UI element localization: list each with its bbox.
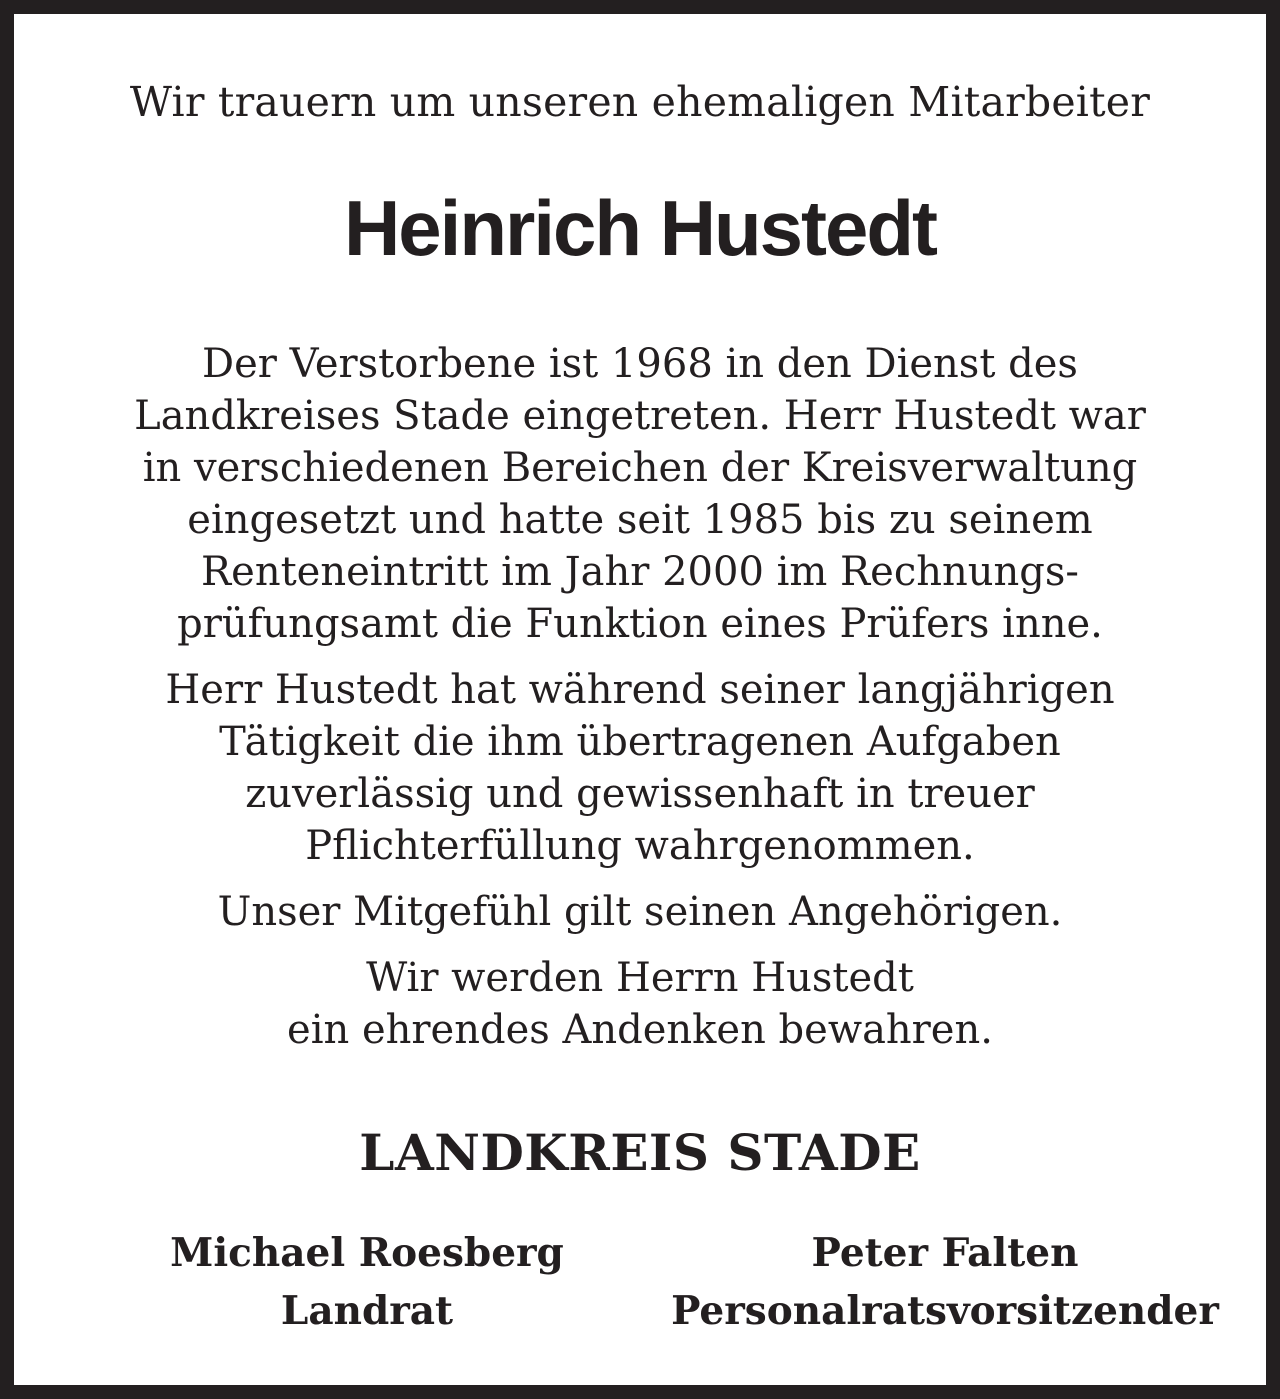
signer-landrat <box>170 1224 564 1340</box>
signer-name: Michael Roesberg <box>170 1230 564 1276</box>
text-line: Landkreises Stade eingetreten. Herr Hustedt war <box>134 393 1146 439</box>
signature-block <box>14 1224 1266 1344</box>
paragraph-tribute <box>14 664 1266 872</box>
text-line: Herr Hustedt hat während seiner langjährigen <box>165 667 1115 713</box>
text-line: zuverlässig und gewissenhaft in treuer <box>245 771 1035 817</box>
intro-line: Wir trauern um unseren ehemaligen Mitarbeiter <box>129 78 1151 126</box>
text-line: prüfungsamt die Funktion eines Prüfers inne. <box>177 601 1103 647</box>
signer-name: Peter Falten <box>811 1230 1079 1276</box>
signer-role: Personalratsvorsitzender <box>671 1288 1219 1334</box>
deceased-name: Heinrich Hustedt <box>343 184 937 272</box>
paragraph-remembrance <box>14 952 1266 1056</box>
text-line: Pflichterfüllung wahrgenommen. <box>305 823 975 869</box>
text-line: in verschiedenen Bereichen der Kreisverwaltung <box>142 445 1138 491</box>
text-line: Tätigkeit die ihm übertragenen Aufgaben <box>219 719 1061 765</box>
text-line: ein ehrendes Andenken bewahren. <box>287 1007 993 1053</box>
text-line: Der Verstorbene ist 1968 in den Dienst des <box>202 341 1078 387</box>
text-line: Unser Mitgefühl gilt seinen Angehörigen. <box>217 889 1063 935</box>
text-line: Renteneintritt im Jahr 2000 im Rechnungs- <box>201 549 1079 595</box>
text-line: Wir werden Herrn Hustedt <box>366 955 914 1001</box>
signer-role: Landrat <box>280 1288 454 1334</box>
paragraph-condolence <box>14 886 1266 938</box>
signer-personalrat <box>671 1224 1219 1340</box>
text-line: eingesetzt und hatte seit 1985 bis zu seinem <box>187 497 1093 543</box>
organization-name: LANDKREIS STADE <box>359 1123 921 1182</box>
paragraph-service-history <box>14 338 1266 650</box>
obituary-body <box>14 338 1266 1070</box>
